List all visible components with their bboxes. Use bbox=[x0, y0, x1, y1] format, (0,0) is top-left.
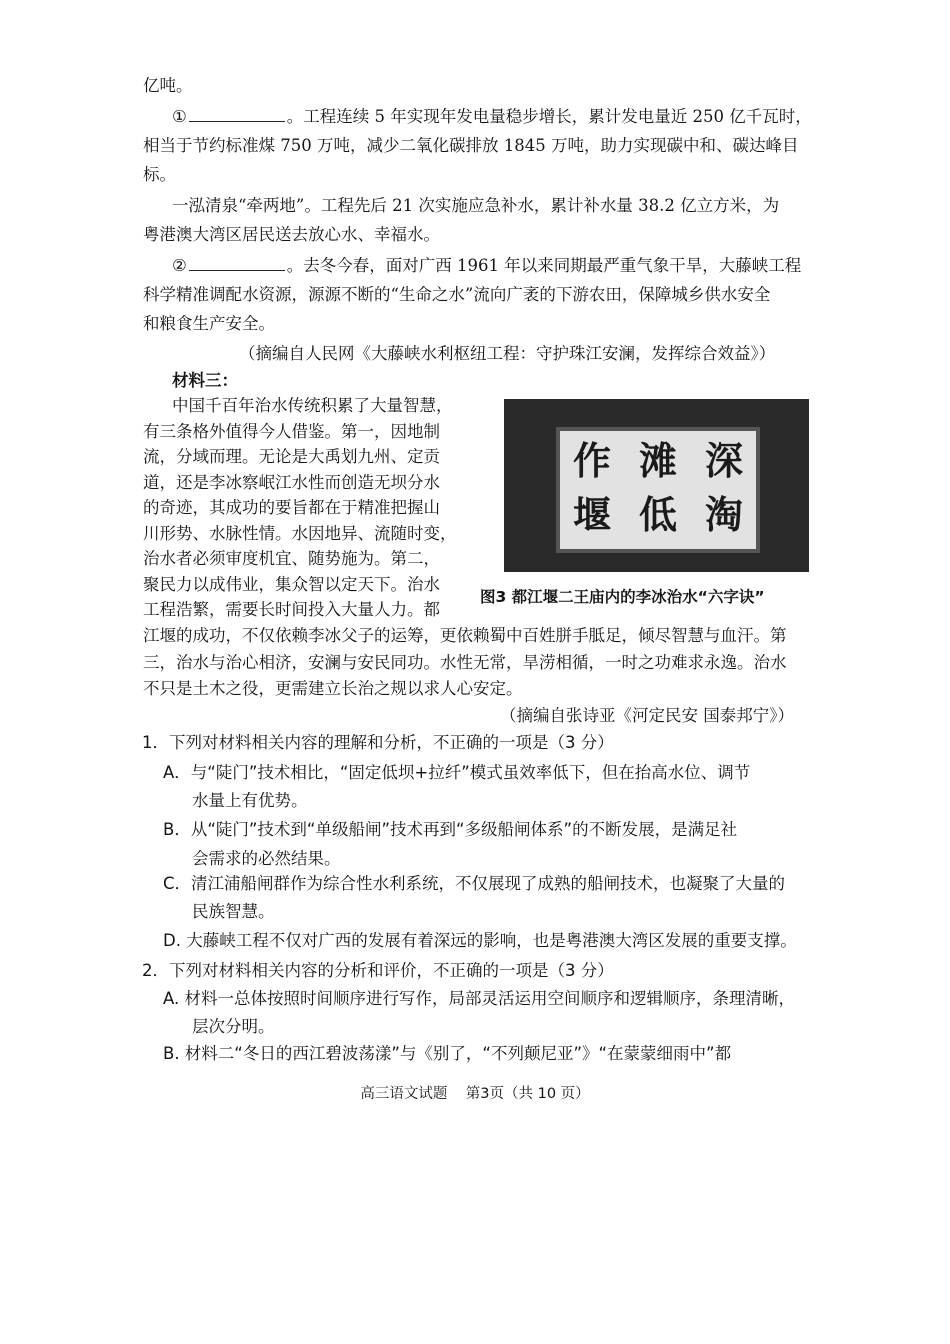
question-1-option-a-cont: 水量上有优势。 bbox=[192, 791, 308, 810]
question-2-option-a: A. 材料一总体按照时间顺序进行写作，局部灵活运用空间顺序和逻辑顺序，条理清晰， bbox=[163, 989, 795, 1008]
question-1-option-c: C．清江浦船闸群作为综合性水利系统，不仅展现了成熟的船闸技术，也凝聚了大量的 bbox=[163, 874, 786, 893]
source-citation: （摘编自人民网《大藤峡水利枢纽工程：守护珠江安澜，发挥综合效益》） bbox=[239, 344, 776, 363]
text-span: 。去冬今春，面对广西 1961 年以来同期最严重气象干旱，大藤峡工程 bbox=[286, 256, 802, 275]
circled-number-2: ② bbox=[172, 256, 187, 275]
text-line: 标。 bbox=[143, 165, 176, 184]
page-footer: 高三语文试题 第3页（共 10 页） bbox=[360, 1086, 590, 1102]
text-line: 工程浩繁，需要长时间投入大量人力。都 bbox=[143, 600, 440, 619]
plaque-character: 堰 bbox=[572, 492, 611, 537]
fill-blank-2 bbox=[189, 256, 285, 271]
text-line: 江堰的成功，不仅依赖李冰父子的运筹，更依赖蜀中百姓胼手胝足，倾尽智慧与血汗。第 bbox=[143, 626, 787, 645]
plaque-photo bbox=[504, 399, 809, 572]
plaque-board bbox=[556, 427, 760, 553]
fill-blank-1 bbox=[189, 107, 285, 122]
question-1-option-a: A．与“陡门”技术相比，“固定低坝+拉纤”模式虽效率低下，但在抬高水位、调节 bbox=[163, 763, 751, 782]
text-line: 相当于节约标准煤 750 万吨，减少二氧化碳排放 1845 万吨，助力实现碳中和、碳达峰目 bbox=[143, 136, 799, 155]
figure-caption: 图3 都江堰二王庙内的李冰治水“六字诀” bbox=[480, 588, 765, 606]
text-line: 三，治水与治心相济，安澜与安民同功。水性无常，旱涝相循，一时之功难求永逸。治水 bbox=[143, 653, 787, 672]
question-1-option-b-cont: 会需求的必然结果。 bbox=[192, 849, 341, 868]
plaque-character: 作 bbox=[572, 438, 611, 483]
question-1-stem: 1．下列对材料相关内容的理解和分析，不正确的一项是（3 分） bbox=[142, 733, 614, 752]
source-citation: （摘编自张诗亚《河定民安 国泰邦宁》） bbox=[500, 706, 794, 725]
text-line: 的奇迹，其成功的要旨都在于精准把握山 bbox=[143, 498, 440, 517]
text-line: 粤港澳大湾区居民送去放心水、幸福水。 bbox=[143, 225, 440, 244]
question-1-option-c-cont: 民族智慧。 bbox=[192, 902, 275, 921]
paragraph-3-first-line bbox=[172, 255, 801, 277]
question-2-option-a-cont: 层次分明。 bbox=[192, 1017, 275, 1036]
text-line: 和粮食生产安全。 bbox=[143, 314, 275, 333]
plaque-character: 淘 bbox=[704, 492, 743, 537]
question-2-stem: 2．下列对材料相关内容的分析和评价，不正确的一项是（3 分） bbox=[142, 961, 614, 980]
text-line: 有三条格外值得今人借鉴。第一，因地制 bbox=[143, 422, 440, 441]
text-line: 治水者必须审度机宜、随势施为。第二， bbox=[143, 549, 440, 568]
plaque-character: 滩 bbox=[638, 438, 677, 483]
question-1-option-b: B．从“陡门”技术到“单级船闸”技术再到“多级船闸体系”的不断发展，是满足社 bbox=[163, 820, 738, 839]
text-line: 川形势、水脉性情。水因地异、流随时变， bbox=[143, 524, 457, 543]
circled-number-1: ① bbox=[172, 107, 187, 126]
text-line: 道，还是李冰察岷江水性而创造无坝分水 bbox=[143, 473, 440, 492]
text-line: 科学精准调配水资源，源源不断的“生命之水”流向广袤的下游农田，保障城乡供水安全 bbox=[143, 285, 771, 304]
text-line: 不只是土木之役，更需建立长治之规以求人心安定。 bbox=[143, 679, 523, 698]
text-line: 亿吨。 bbox=[143, 76, 193, 95]
paragraph-1-first-line bbox=[172, 106, 812, 128]
text-line: 聚民力以成伟业，集众智以定天下。治水 bbox=[143, 575, 440, 594]
text-line: 一泓清泉“牵两地”。工程先后 21 次实施应急补水，累计补水量 38.2 亿立方米，为 bbox=[172, 196, 780, 215]
text-span: 。工程连续 5 年实现年发电量稳步增长，累计发电量近 250 亿千瓦时， bbox=[286, 107, 812, 126]
text-line: 流，分域而理。无论是大禹划九州、定贡 bbox=[143, 447, 440, 466]
text-line: 中国千百年治水传统积累了大量智慧， bbox=[172, 396, 453, 415]
question-2-option-b: B. 材料二“冬日的西江碧波荡漾”与《别了，“不列颠尼亚”》“在蒙蒙细雨中”都 bbox=[163, 1044, 732, 1063]
question-1-option-d: D. 大藤峡工程不仅对广西的发展有着深远的影响，也是粤港澳大湾区发展的重要支撑。 bbox=[163, 931, 797, 950]
plaque-character: 低 bbox=[638, 492, 677, 537]
material3-heading: 材料三： bbox=[172, 371, 238, 390]
plaque-character: 深 bbox=[704, 438, 743, 483]
